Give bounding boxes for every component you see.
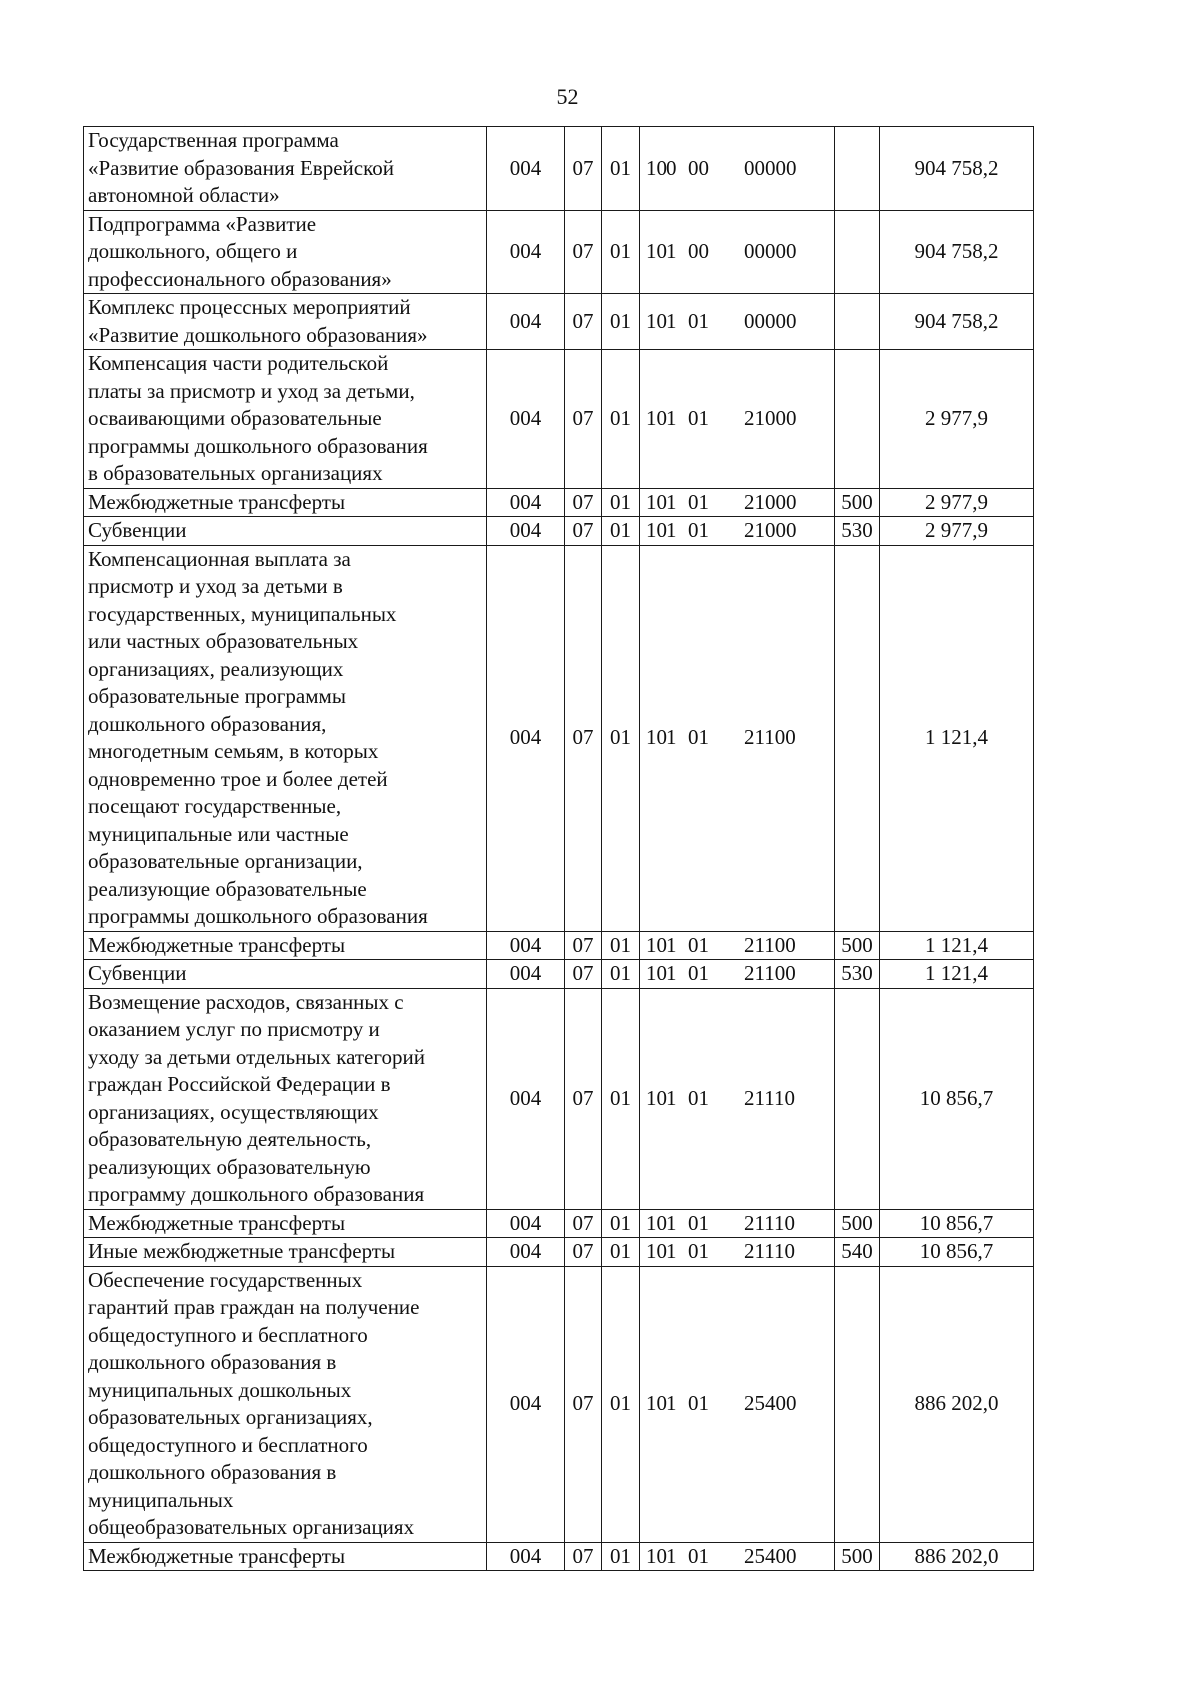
table-row bbox=[84, 350, 1034, 489]
cell-pr: 01 bbox=[602, 1266, 640, 1542]
csr-direction: 00000 bbox=[744, 155, 797, 180]
csr-program: 10 bbox=[646, 489, 667, 514]
page-number: 52 bbox=[556, 84, 579, 109]
cell-csr bbox=[640, 1266, 835, 1542]
cell-sum: 904 758,2 bbox=[880, 127, 1034, 211]
csr-direction: 21000 bbox=[744, 489, 797, 514]
cell-ved: 004 bbox=[487, 488, 565, 517]
cell-pr: 01 bbox=[602, 960, 640, 989]
csr-subprogram: 1 bbox=[666, 308, 677, 333]
csr-subprogram: 1 bbox=[666, 489, 677, 514]
cell-rz: 07 bbox=[565, 294, 602, 350]
csr-subprogram: 1 bbox=[666, 961, 677, 985]
cell-sum: 904 758,2 bbox=[880, 294, 1034, 350]
csr-program: 10 bbox=[646, 155, 667, 180]
cell-rz: 07 bbox=[565, 545, 602, 931]
csr-complex: 01 bbox=[688, 1085, 709, 1110]
cell-pr: 01 bbox=[602, 210, 640, 294]
csr-complex: 01 bbox=[688, 1239, 709, 1263]
cell-sum: 2 977,9 bbox=[880, 350, 1034, 489]
csr-program: 10 bbox=[646, 1210, 667, 1235]
csr-program: 10 bbox=[646, 518, 667, 542]
csr-program: 10 bbox=[646, 1239, 667, 1263]
cell-vr: 500 bbox=[835, 488, 880, 517]
csr-subprogram: 0 bbox=[666, 155, 677, 180]
table-row bbox=[84, 294, 1034, 350]
cell-rz: 07 bbox=[565, 517, 602, 546]
csr-subprogram: 1 bbox=[666, 518, 677, 542]
cell-ved: 004 bbox=[487, 517, 565, 546]
csr-program: 10 bbox=[646, 1391, 667, 1416]
csr-direction: 00000 bbox=[744, 239, 797, 263]
table-row bbox=[84, 1238, 1034, 1267]
cell-vr: 500 bbox=[835, 1209, 880, 1238]
table-row bbox=[84, 1542, 1034, 1571]
cell-csr bbox=[640, 294, 835, 350]
cell-csr bbox=[640, 210, 835, 294]
row-name: Обеспечение государственных гарантий прав граждан на получение общедоступного и бесплатного дошкольного образования в муниципальных дошкольных образовательных организациях, общедоступного и бесплатного дошкольного образования в муниципальных общеобразовательных организациях bbox=[84, 1266, 487, 1542]
cell-rz: 07 bbox=[565, 1238, 602, 1267]
cell-csr bbox=[640, 517, 835, 546]
csr-program: 10 bbox=[646, 1085, 667, 1110]
cell-vr bbox=[835, 127, 880, 211]
row-name: Комплекс процессных мероприятий «Развитие дошкольного образования» bbox=[84, 294, 487, 350]
cell-vr: 500 bbox=[835, 1542, 880, 1571]
cell-sum: 10 856,7 bbox=[880, 1238, 1034, 1267]
row-name: Межбюджетные трансферты bbox=[84, 1209, 487, 1238]
table-row bbox=[84, 1209, 1034, 1238]
csr-program: 10 bbox=[646, 932, 667, 957]
csr-subprogram: 1 bbox=[666, 1210, 677, 1235]
csr-direction: 25400 bbox=[744, 1391, 797, 1416]
csr-direction: 21110 bbox=[744, 1239, 795, 1263]
csr-subprogram: 1 bbox=[666, 239, 677, 263]
cell-csr bbox=[640, 488, 835, 517]
cell-vr: 530 bbox=[835, 517, 880, 546]
csr-direction: 25400 bbox=[744, 1543, 797, 1568]
csr-subprogram: 1 bbox=[666, 406, 677, 430]
row-name: Компенсационная выплата за присмотр и уход за детьми в государственных, муниципальных или частных образовательных организациях, реализующих образовательные программы дошкольного образования, многодетным семьям, в которых одновременно трое и более детей посещают государственные, муниципальные или частные образовательные организации, реализующие образовательные программы дошкольного образования bbox=[84, 545, 487, 931]
cell-sum: 1 121,4 bbox=[880, 545, 1034, 931]
csr-direction: 21100 bbox=[744, 932, 796, 957]
table-row bbox=[84, 127, 1034, 211]
table-row bbox=[84, 960, 1034, 989]
csr-complex: 00 bbox=[688, 155, 709, 180]
table-body bbox=[84, 127, 1034, 1571]
cell-pr: 01 bbox=[602, 1209, 640, 1238]
csr-direction: 21000 bbox=[744, 406, 797, 430]
csr-complex: 01 bbox=[688, 1391, 709, 1416]
cell-vr bbox=[835, 988, 880, 1209]
cell-sum: 886 202,0 bbox=[880, 1542, 1034, 1571]
cell-rz: 07 bbox=[565, 960, 602, 989]
csr-direction: 21000 bbox=[744, 518, 797, 542]
table-row bbox=[84, 210, 1034, 294]
csr-program: 10 bbox=[646, 406, 667, 430]
cell-ved: 004 bbox=[487, 1542, 565, 1571]
cell-vr bbox=[835, 294, 880, 350]
cell-csr bbox=[640, 960, 835, 989]
cell-rz: 07 bbox=[565, 988, 602, 1209]
csr-complex: 01 bbox=[688, 961, 709, 985]
cell-sum: 10 856,7 bbox=[880, 1209, 1034, 1238]
cell-rz: 07 bbox=[565, 1209, 602, 1238]
csr-direction: 21100 bbox=[744, 725, 796, 750]
cell-vr bbox=[835, 1266, 880, 1542]
cell-sum: 1 121,4 bbox=[880, 931, 1034, 960]
csr-direction: 21100 bbox=[744, 961, 796, 985]
row-name: Подпрограмма «Развитие дошкольного, общего и профессионального образования» bbox=[84, 210, 487, 294]
cell-pr: 01 bbox=[602, 545, 640, 931]
row-name: Иные межбюджетные трансферты bbox=[84, 1238, 487, 1267]
csr-complex: 01 bbox=[688, 406, 709, 430]
cell-pr: 01 bbox=[602, 988, 640, 1209]
table-row bbox=[84, 1266, 1034, 1542]
cell-rz: 07 bbox=[565, 1266, 602, 1542]
cell-ved: 004 bbox=[487, 294, 565, 350]
cell-vr: 500 bbox=[835, 931, 880, 960]
csr-complex: 01 bbox=[688, 1543, 709, 1568]
row-name: Межбюджетные трансферты bbox=[84, 1542, 487, 1571]
cell-ved: 004 bbox=[487, 1238, 565, 1267]
cell-csr bbox=[640, 1238, 835, 1267]
csr-subprogram: 1 bbox=[666, 1085, 677, 1110]
cell-pr: 01 bbox=[602, 350, 640, 489]
csr-direction: 00000 bbox=[744, 308, 797, 333]
csr-complex: 01 bbox=[688, 308, 709, 333]
cell-ved: 004 bbox=[487, 931, 565, 960]
cell-ved: 004 bbox=[487, 350, 565, 489]
csr-complex: 00 bbox=[688, 239, 709, 263]
cell-csr bbox=[640, 931, 835, 960]
csr-subprogram: 1 bbox=[666, 1239, 677, 1263]
cell-ved: 004 bbox=[487, 988, 565, 1209]
cell-sum: 2 977,9 bbox=[880, 488, 1034, 517]
cell-vr: 540 bbox=[835, 1238, 880, 1267]
cell-csr bbox=[640, 350, 835, 489]
csr-program: 10 bbox=[646, 239, 667, 263]
csr-complex: 01 bbox=[688, 489, 709, 514]
cell-vr: 530 bbox=[835, 960, 880, 989]
cell-rz: 07 bbox=[565, 1542, 602, 1571]
row-name: Межбюджетные трансферты bbox=[84, 488, 487, 517]
csr-subprogram: 1 bbox=[666, 1543, 677, 1568]
cell-csr bbox=[640, 127, 835, 211]
cell-csr bbox=[640, 1209, 835, 1238]
csr-program: 10 bbox=[646, 725, 667, 750]
cell-pr: 01 bbox=[602, 517, 640, 546]
cell-pr: 01 bbox=[602, 294, 640, 350]
cell-sum: 904 758,2 bbox=[880, 210, 1034, 294]
cell-rz: 07 bbox=[565, 931, 602, 960]
cell-sum: 2 977,9 bbox=[880, 517, 1034, 546]
csr-complex: 01 bbox=[688, 1210, 709, 1235]
table-row bbox=[84, 931, 1034, 960]
cell-csr bbox=[640, 988, 835, 1209]
cell-ved: 004 bbox=[487, 545, 565, 931]
cell-pr: 01 bbox=[602, 931, 640, 960]
cell-pr: 01 bbox=[602, 1542, 640, 1571]
row-name: Субвенции bbox=[84, 960, 487, 989]
csr-direction: 21110 bbox=[744, 1085, 795, 1110]
cell-ved: 004 bbox=[487, 1209, 565, 1238]
cell-ved: 004 bbox=[487, 1266, 565, 1542]
row-name: Субвенции bbox=[84, 517, 487, 546]
cell-vr bbox=[835, 350, 880, 489]
cell-rz: 07 bbox=[565, 127, 602, 211]
budget-table bbox=[83, 126, 1034, 1571]
csr-subprogram: 1 bbox=[666, 932, 677, 957]
csr-complex: 01 bbox=[688, 725, 709, 750]
cell-rz: 07 bbox=[565, 210, 602, 294]
cell-pr: 01 bbox=[602, 488, 640, 517]
row-name: Компенсация части родительской платы за присмотр и уход за детьми, осваивающими образовательные программы дошкольного образования в образовательных организациях bbox=[84, 350, 487, 489]
table-row bbox=[84, 545, 1034, 931]
cell-rz: 07 bbox=[565, 488, 602, 517]
cell-ved: 004 bbox=[487, 127, 565, 211]
row-name: Межбюджетные трансферты bbox=[84, 931, 487, 960]
cell-pr: 01 bbox=[602, 127, 640, 211]
csr-program: 10 bbox=[646, 1543, 667, 1568]
cell-csr bbox=[640, 1542, 835, 1571]
csr-program: 10 bbox=[646, 308, 667, 333]
csr-subprogram: 1 bbox=[666, 725, 677, 750]
cell-ved: 004 bbox=[487, 960, 565, 989]
row-name: Возмещение расходов, связанных с оказанием услуг по присмотру и уходу за детьми отдельных категорий граждан Российской Федерации в организациях, осуществляющих образовательную деятельность, реализующих образовательную программу дошкольного образования bbox=[84, 988, 487, 1209]
cell-sum: 10 856,7 bbox=[880, 988, 1034, 1209]
table-row bbox=[84, 517, 1034, 546]
csr-direction: 21110 bbox=[744, 1210, 795, 1235]
table-row bbox=[84, 988, 1034, 1209]
csr-program: 10 bbox=[646, 961, 667, 985]
csr-complex: 01 bbox=[688, 932, 709, 957]
table-row bbox=[84, 488, 1034, 517]
cell-rz: 07 bbox=[565, 350, 602, 489]
csr-complex: 01 bbox=[688, 518, 709, 542]
csr-subprogram: 1 bbox=[666, 1391, 677, 1416]
cell-sum: 886 202,0 bbox=[880, 1266, 1034, 1542]
cell-sum: 1 121,4 bbox=[880, 960, 1034, 989]
cell-ved: 004 bbox=[487, 210, 565, 294]
row-name: Государственная программа «Развитие образования Еврейской автономной области» bbox=[84, 127, 487, 211]
cell-pr: 01 bbox=[602, 1238, 640, 1267]
cell-vr bbox=[835, 210, 880, 294]
cell-csr bbox=[640, 545, 835, 931]
cell-vr bbox=[835, 545, 880, 931]
